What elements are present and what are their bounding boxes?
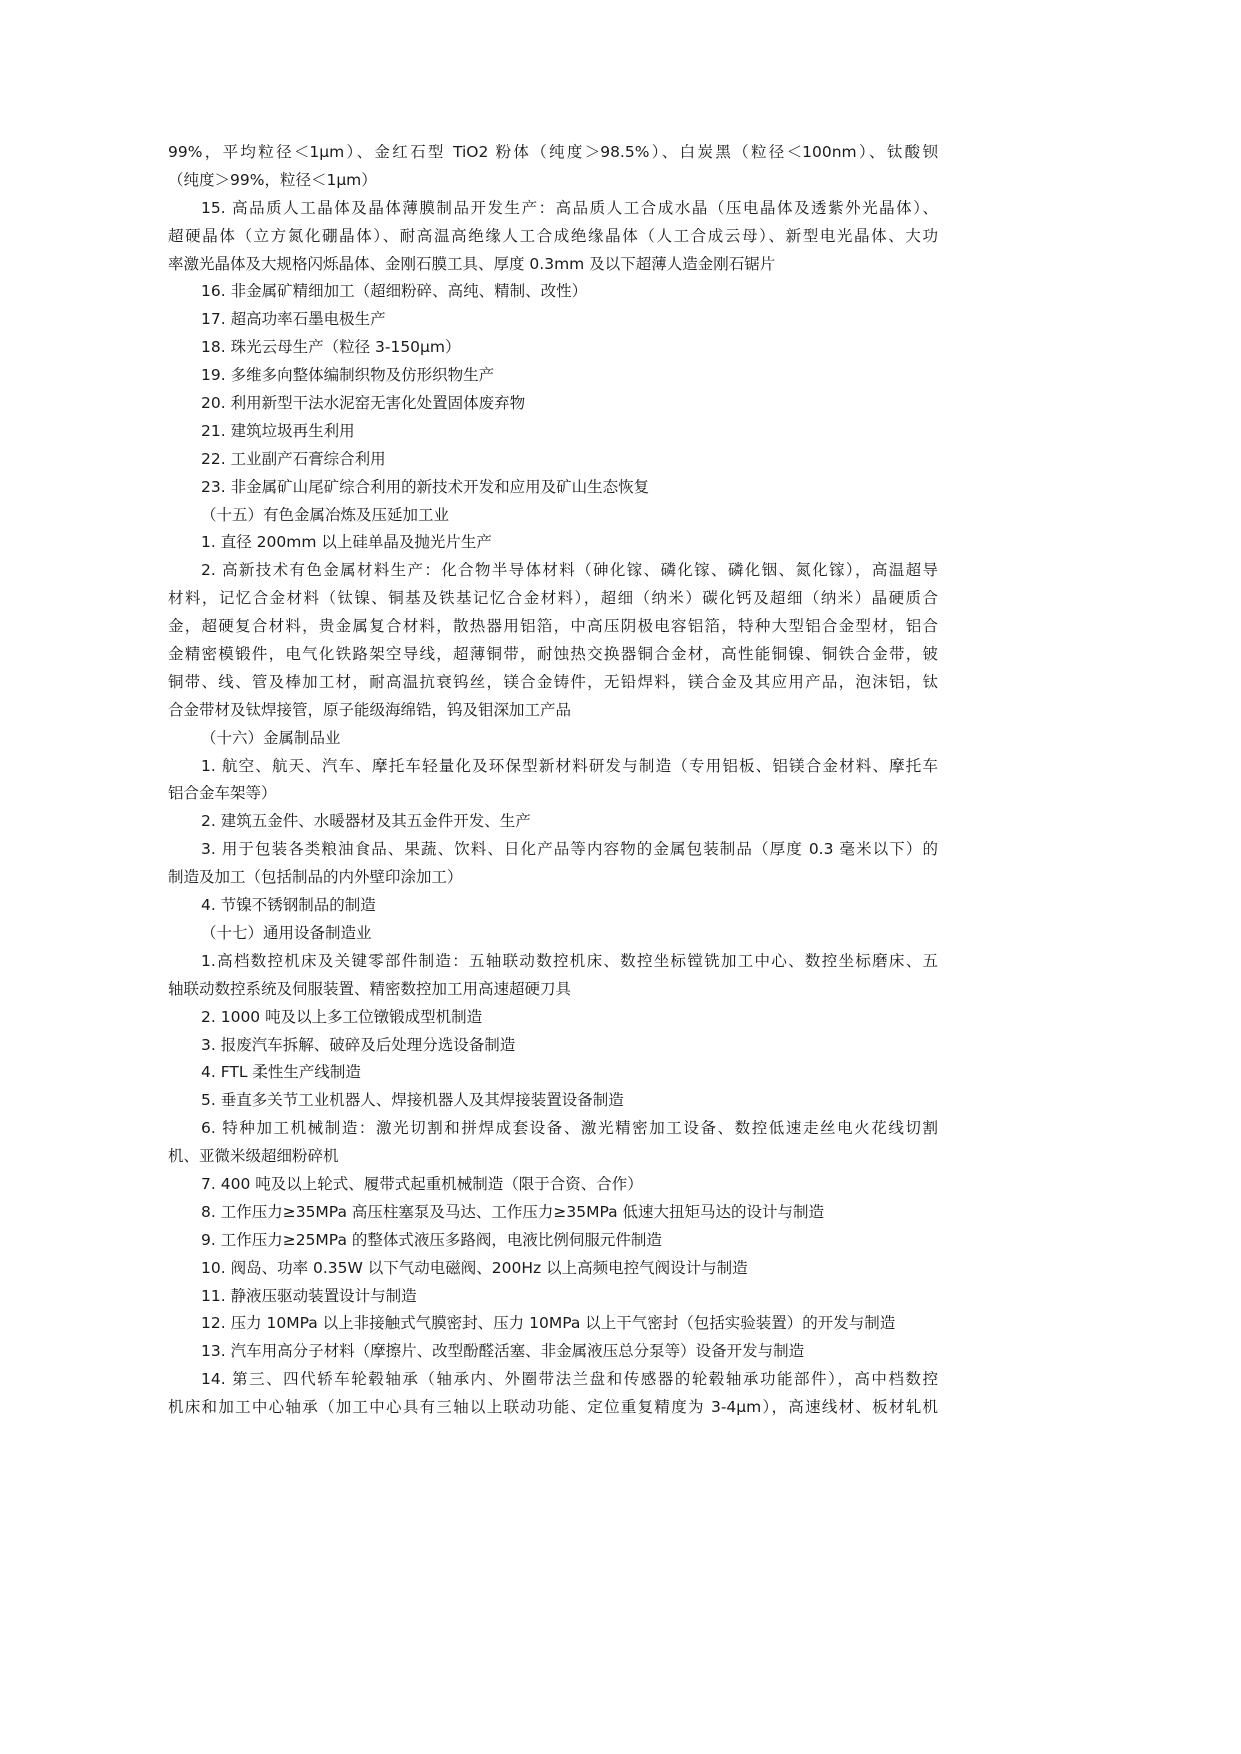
text-line: （十七）通用设备制造业: [201, 923, 372, 942]
list-item: [168, 1283, 938, 1311]
text-line: 18. 珠光云母生产（粒径 3-150μm）: [201, 338, 461, 357]
text-line: （十六）金属制品业: [201, 728, 341, 747]
list-item: [168, 1338, 938, 1366]
section-heading: [168, 502, 938, 530]
text-line: 15. 高品质人工晶体及晶体薄膜制品开发生产：高品质人工合成水晶（压电晶体及透紫外光晶体）、: [201, 198, 938, 217]
text-line: 2. 高新技术有色金属材料生产：化合物半导体材料（砷化镓、磷化镓、磷化铟、氮化镓），高温超导: [201, 561, 938, 580]
text-line: 3. 用于包装各类粮油食品、果蔬、饮料、日化产品等内容物的金属包装制品（厚度 0.3 毫米以下）的: [201, 840, 938, 859]
list-item: [168, 948, 938, 1004]
text-line: 10. 阀岛、功率 0.35W 以下气动电磁阀、200Hz 以上高频电控气阀设计与制造: [201, 1258, 748, 1277]
text-line: 合金带材及钛焊接管，原子能级海绵锆，钨及钼深加工产品: [168, 700, 572, 719]
text-line: 2. 建筑五金件、水暖器材及其五金件开发、生产: [201, 812, 531, 831]
list-item: [168, 418, 938, 446]
text-line: 2. 1000 吨及以上多工位镦锻成型机制造: [201, 1007, 483, 1026]
text-line: 超硬晶体（立方氮化硼晶体）、耐高温高绝缘人工合成绝缘晶体（人工合成云母）、新型电光晶体、大功: [168, 226, 938, 245]
list-item: [168, 334, 938, 362]
text-line: 22. 工业副产石膏综合利用: [201, 449, 386, 468]
text-line: （纯度＞99%，粒径＜1μm）: [168, 170, 377, 189]
list-item: [168, 753, 938, 809]
list-item: [168, 1004, 938, 1032]
text-line: 率激光晶体及大规格闪烁晶体、金刚石膜工具、厚度 0.3mm 及以下超薄人造金刚石锯片: [168, 254, 776, 273]
text-line: 金，超硬复合材料，贵金属复合材料，散热器用铝箔，中高压阴极电容铝箔，特种大型铝合金型材，铝合: [168, 617, 938, 636]
list-item: [168, 390, 938, 418]
text-line: 99%，平均粒径＜1μm）、金红石型 TiO2 粉体（纯度＞98.5%）、白炭黑（粒径＜100nm）、钛酸钡: [168, 143, 938, 161]
list-item: [168, 1366, 938, 1422]
text-line: 6. 特种加工机械制造：激光切割和拼焊成套设备、激光精密加工设备、数控低速走丝电火花线切割: [201, 1119, 938, 1138]
text-line: 21. 建筑垃圾再生利用: [201, 421, 355, 440]
list-item: [168, 278, 938, 306]
text-line: 16. 非金属矿精细加工（超细粉碎、高纯、精制、改性）: [201, 282, 588, 301]
text-line: 机、亚微米级超细粉碎机: [168, 1147, 339, 1166]
list-item: [168, 446, 938, 474]
text-line: 铝合金车架等）: [168, 784, 277, 803]
text-line: 4. 节镍不锈钢制品的制造: [201, 896, 376, 915]
list-item: [168, 1199, 938, 1227]
list-item: [168, 1059, 938, 1087]
list-item: [168, 362, 938, 390]
text-line: 机床和加工中心轴承（加工中心具有三轴以上联动功能、定位重复精度为 3-4μm），高速线材、板材轧机: [168, 1398, 938, 1417]
list-item: [168, 1310, 938, 1338]
text-line: 4. FTL 柔性生产线制造: [201, 1063, 361, 1082]
text-line: 制造及加工（包括制品的内外壁印涂加工）: [168, 868, 463, 887]
list-item: [168, 892, 938, 920]
text-line: （十五）有色金属冶炼及压延加工业: [201, 505, 450, 524]
text-line: 14. 第三、四代轿车轮毂轴承（轴承内、外圈带法兰盘和传感器的轮毂轴承功能部件），高中档数控: [201, 1370, 938, 1389]
list-item: [168, 1087, 938, 1115]
text-line: 17. 超高功率石墨电极生产: [201, 310, 386, 329]
list-item: [168, 306, 938, 334]
text-line: 轴联动数控系统及伺服装置、精密数控加工用高速超硬刀具: [168, 979, 572, 998]
list-item: [168, 1115, 938, 1171]
list-item: [168, 1255, 938, 1283]
paragraph: [168, 139, 938, 195]
list-item: [168, 474, 938, 502]
text-line: 材料，记忆合金材料（钛镍、铜基及铁基记忆合金材料），超细（纳米）碳化钙及超细（纳米）晶硬质合: [168, 589, 938, 608]
text-line: 11. 静液压驱动装置设计与制造: [201, 1286, 417, 1305]
text-line: 13. 汽车用高分子材料（摩擦片、改型酚醛活塞、非金属液压总分泵等）设备开发与制造: [201, 1342, 805, 1361]
text-line: 20. 利用新型干法水泥窑无害化处置固体废弃物: [201, 394, 526, 413]
text-line: 铜带、线、管及棒加工材，耐高温抗衰钨丝，镁合金铸件，无铅焊料，镁合金及其应用产品，泡沫铝，钛: [168, 672, 938, 691]
text-line: 5. 垂直多关节工业机器人、焊接机器人及其焊接装置设备制造: [201, 1091, 624, 1110]
list-item: [168, 529, 938, 557]
text-line: 9. 工作压力≥25MPa 的整体式液压多路阀，电液比例伺服元件制造: [201, 1230, 662, 1249]
text-line: 7. 400 吨及以上轮式、履带式起重机械制造（限于合资、合作）: [201, 1174, 643, 1193]
list-item: [168, 195, 938, 279]
list-item: [168, 557, 938, 724]
text-line: 1. 直径 200mm 以上硅单晶及抛光片生产: [201, 533, 492, 552]
section-heading: [168, 920, 938, 948]
text-line: 12. 压力 10MPa 以上非接触式气膜密封、压力 10MPa 以上干气密封（包括实验装置）的开发与制造: [201, 1314, 896, 1333]
text-line: 3. 报废汽车拆解、破碎及后处理分选设备制造: [201, 1035, 516, 1054]
text-line: 1. 航空、航天、汽车、摩托车轻量化及环保型新材料研发与制造（专用铝板、铝镁合金材料、摩托车: [201, 756, 938, 775]
list-item: [168, 808, 938, 836]
text-line: 8. 工作压力≥35MPa 高压柱塞泵及马达、工作压力≥35MPa 低速大扭矩马达的设计与制造: [201, 1202, 825, 1221]
list-item: [168, 836, 938, 892]
text-line: 1.高档数控机床及关键零部件制造：五轴联动数控机床、数控坐标镗铣加工中心、数控坐标磨床、五: [201, 951, 938, 970]
text-line: 金精密模锻件，电气化铁路架空导线，超薄铜带，耐蚀热交换器铜合金材，高性能铜镍、铜铁合金带，铍: [168, 645, 938, 664]
text-line: 19. 多维多向整体编制织物及仿形织物生产: [201, 366, 495, 385]
list-item: [168, 1032, 938, 1060]
text-line: 23. 非金属矿山尾矿综合利用的新技术开发和应用及矿山生态恢复: [201, 477, 650, 496]
document-page: [168, 139, 938, 1422]
list-item: [168, 1171, 938, 1199]
section-heading: [168, 725, 938, 753]
list-item: [168, 1227, 938, 1255]
